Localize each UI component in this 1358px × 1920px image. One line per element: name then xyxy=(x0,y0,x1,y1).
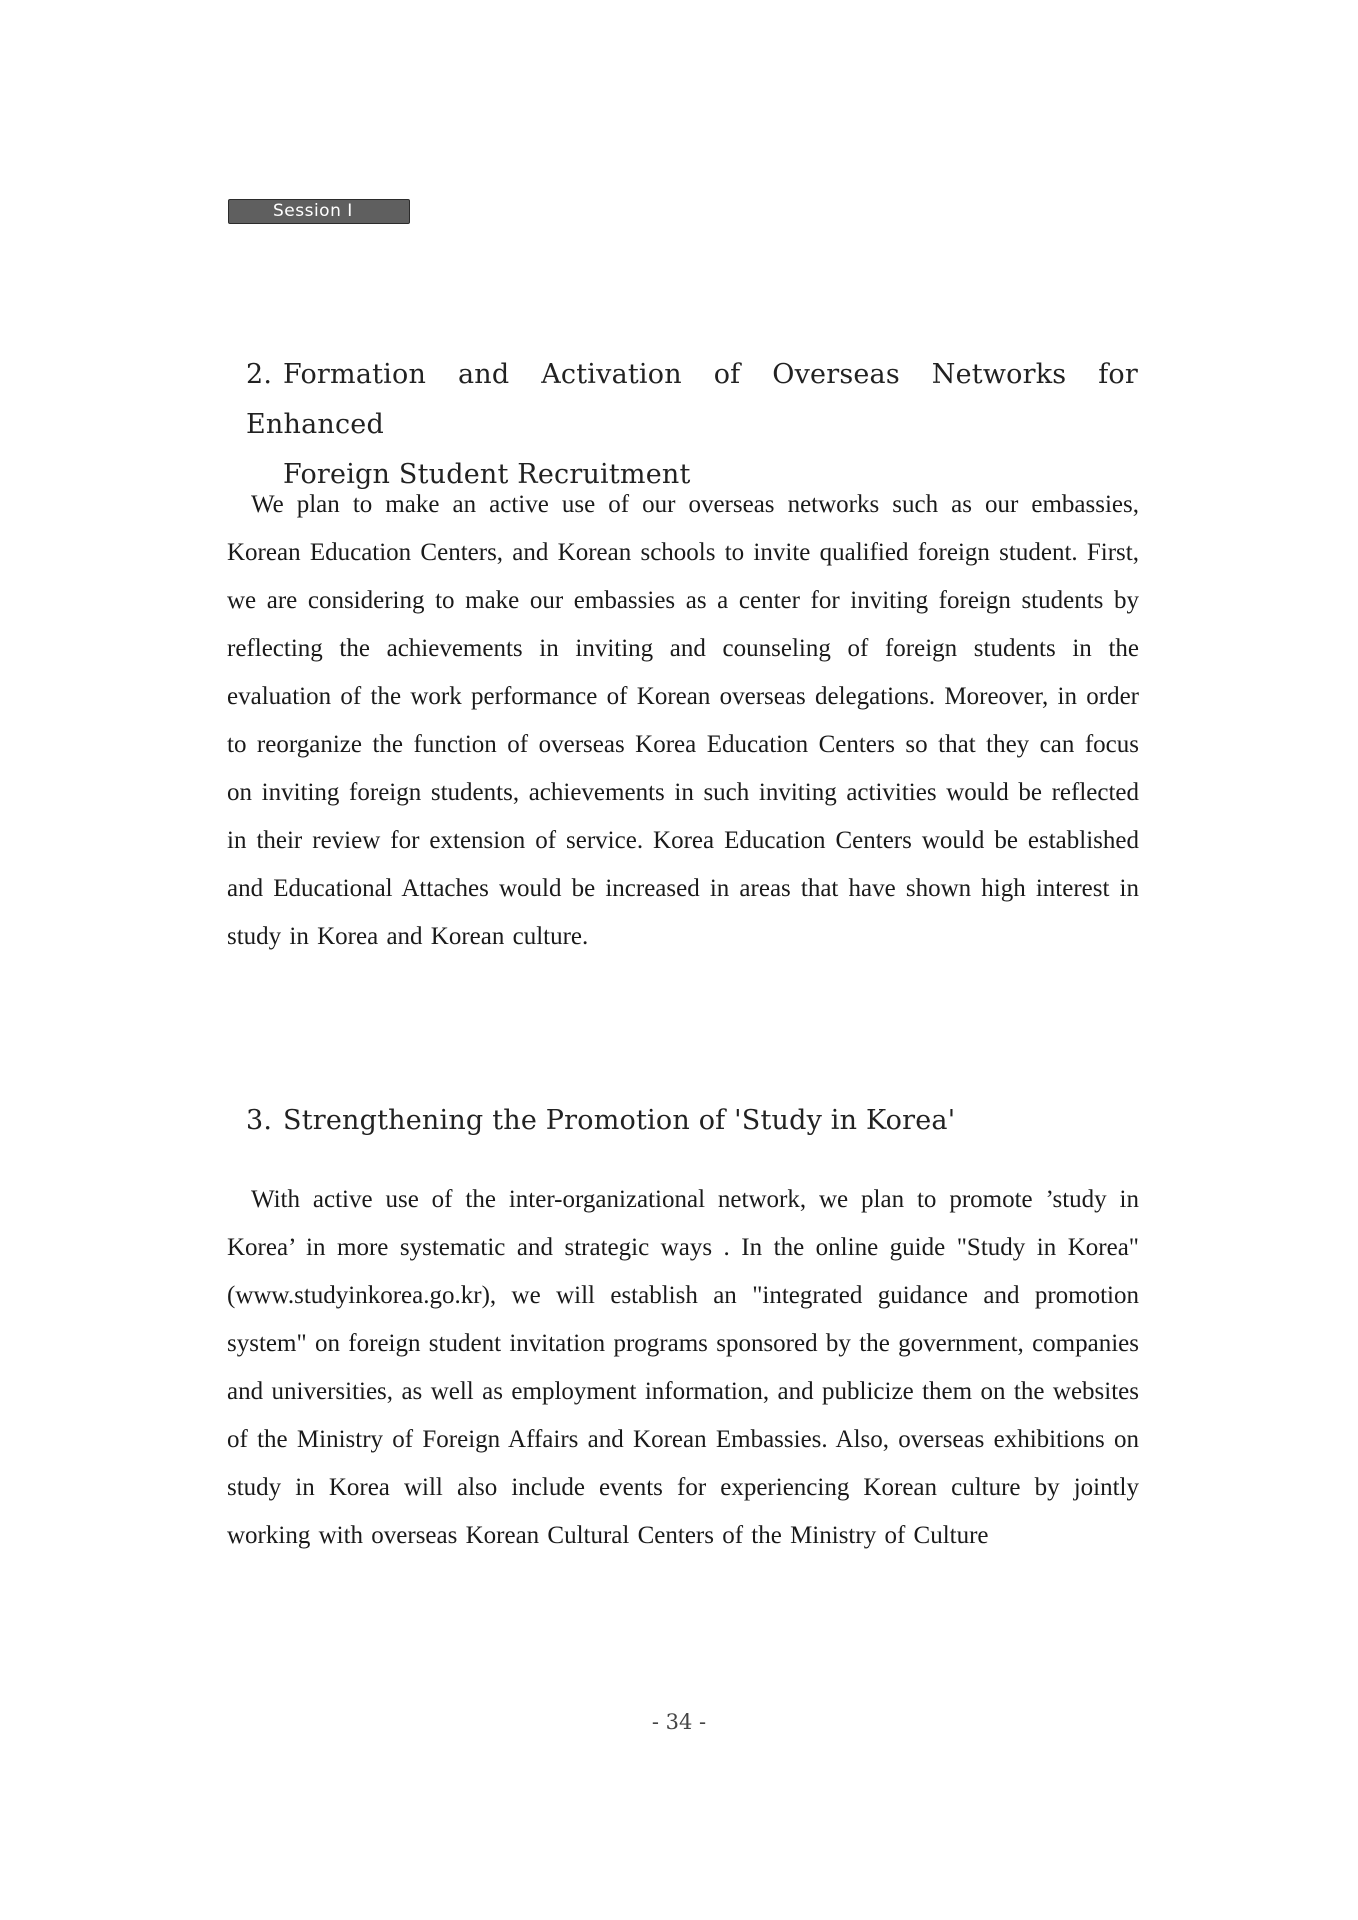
section-2-paragraph: We plan to make an active use of our overseas networks such as our embassies, Korean Education Centers, and Korean schools to invite qualified foreign student. First, we are considering to make our embassies as a center for inviting foreign students by reflecting the achievements in inviting and counseling of foreign students in the evaluation of the work performance of Korean overseas delegations. Moreover, in order to reorganize the function of overseas Korea Education Centers so that they can focus on inviting foreign students, achievements in such inviting activities would be reflected in their review for extension of service. Korea Education Centers would be established and Educational Attaches would be increased in areas that have shown high interest in study in Korea and Korean culture. xyxy=(227,491,1139,950)
page-number: - 34 - xyxy=(651,1710,707,1734)
section-3-number: 3. xyxy=(246,1105,273,1136)
section-2-heading xyxy=(246,350,1138,500)
section-2-title-line2: Foreign Student Recruitment xyxy=(283,459,691,490)
section-3-heading xyxy=(246,1096,1138,1146)
section-3-paragraph: With active use of the inter-organizational network, we plan to promote ’study in Korea’ in more systematic and strategic ways . In the online guide "Study in Korea" (www.studyinkorea.go.kr), we will establish an "integrated guidance and promotion system" on foreign student invitation programs sponsored by the government, companies and universities, as well as employment information, and publicize them on the websites of the Ministry of Foreign Affairs and Korean Embassies. Also, overseas exhibitions on study in Korea will also include events for experiencing Korean culture by jointly working with overseas Korean Cultural Centers of the Ministry of Culture xyxy=(227,1186,1139,1549)
session-tag: Session Ⅰ xyxy=(228,199,410,224)
section-2-number: 2. xyxy=(246,359,273,390)
section-3-title: Strengthening the Promotion of 'Study in Korea' xyxy=(283,1105,956,1136)
section-2-title-line1: Formation and Activation of Overseas Networks for Enhanced xyxy=(246,359,1138,440)
